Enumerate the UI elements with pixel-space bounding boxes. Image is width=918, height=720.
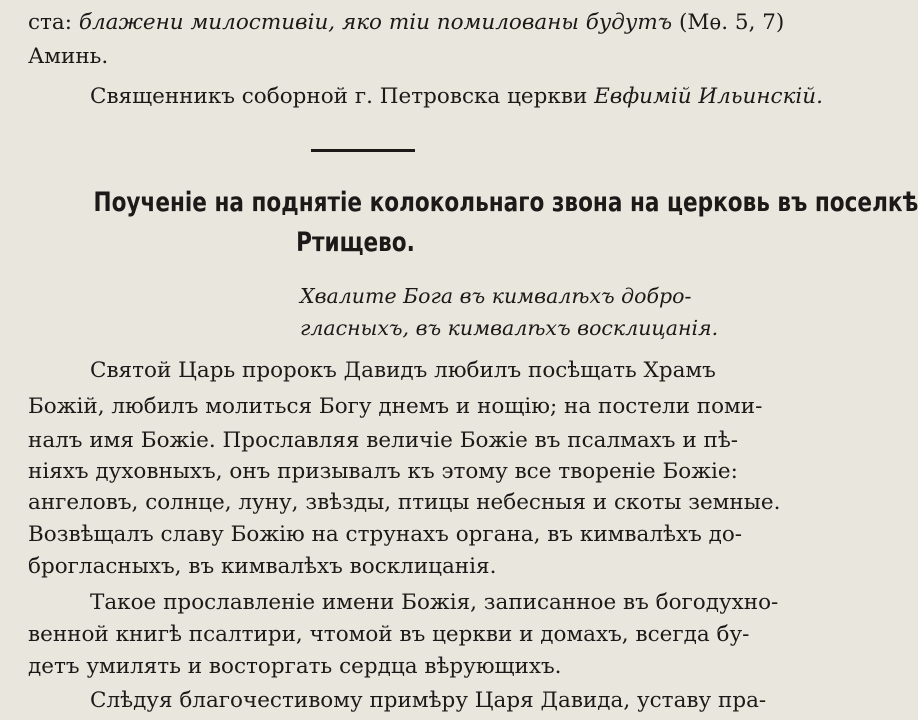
prev-text-line-2: Аминь. (28, 44, 109, 69)
sermon-title-line-1: Поученіе на поднятіе колокольнаго звона на церковь въ поселкѣ (93, 187, 918, 218)
signature-name: Евфимій Ильинскій. (594, 84, 823, 109)
paragraph-1-line: Возвѣщалъ славу Божію на струнахъ органа, въ кимвалѣхъ до- (28, 522, 743, 547)
scripture-quote: блажени милостивіи, яко тіи помилованы будутъ (78, 10, 673, 35)
paragraph-1-line: ніяхъ духовныхъ, онъ призывалъ къ этому все твореніе Божіе: (28, 459, 738, 484)
paragraph-2-line: Такое прославленіе имени Божія, записанное въ богодухно- (90, 590, 779, 615)
signature-label: Священникъ соборной г. Петровска церкви (90, 84, 595, 109)
epigraph-line-2: гласныхъ, въ кимвалѣхъ восклицанія. (300, 316, 719, 340)
paragraph-1-line: Святой Царь пророкъ Давидъ любилъ посѣщать Храмъ (90, 358, 716, 383)
sermon-title-line-2: Ртищево. (296, 227, 415, 258)
paragraph-1-line: налъ имя Божіе. Прославляя величіе Божіе въ псалмахъ и пѣ- (28, 428, 739, 453)
paragraph-2-line: детъ умилять и восторгать сердца вѣрующихъ. (28, 654, 562, 679)
paragraph-3-line: Слѣдуя благочестивому примѣру Царя Давида, уставу пра- (90, 688, 767, 713)
paragraph-2-line: венной книгѣ псалтири, чтомой въ церкви и домахъ, всегда бу- (28, 622, 750, 647)
scripture-reference: (Мѳ. 5, 7) (672, 10, 785, 35)
paragraph-1-line: брогласныхъ, въ кимвалѣхъ восклицанія. (28, 554, 497, 579)
prev-line-prefix: ста: (28, 10, 79, 35)
prev-text-line-1 (28, 8, 785, 38)
paragraph-1-line: ангеловъ, солнце, луну, звѣзды, птицы небесныя и скоты земные. (28, 490, 781, 515)
epigraph-line-1: Хвалите Бога въ кимвалѣхъ добро- (300, 284, 692, 308)
paragraph-1-line: Божій, любилъ молиться Богу днемъ и нощію; на постели поми- (28, 394, 763, 419)
signature-line (90, 82, 823, 112)
section-divider (311, 149, 415, 152)
